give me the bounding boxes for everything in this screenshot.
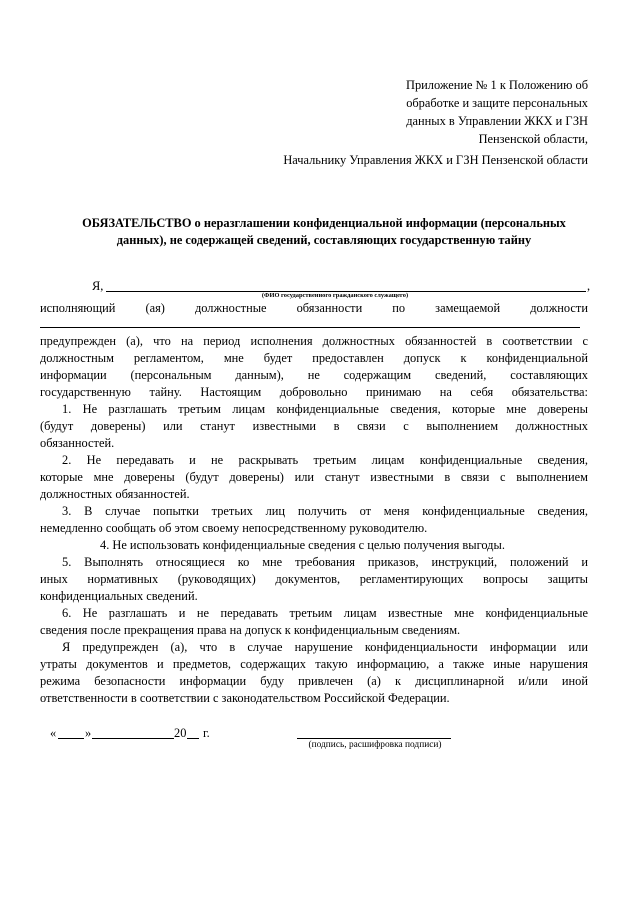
text-line: обязанностей. bbox=[40, 436, 115, 450]
text-line: 6. Не разглашать и не передавать третьим лицам известные мне конфиденциальные bbox=[62, 606, 588, 620]
text-line: которые мне доверены (будут доверены) или станут известными в связи с выполнением bbox=[40, 470, 588, 484]
text-line: 1. Не разглашать третьим лицам конфиденциальные сведения, которые мне доверены bbox=[62, 402, 588, 416]
text-line: сведения после прекращения права на допуск к конфиденциальным сведениям. bbox=[40, 623, 461, 637]
appendix-line: обработке и защите персональных bbox=[406, 96, 588, 110]
appendix-line: Пензенской области, bbox=[478, 132, 588, 146]
document-body bbox=[40, 334, 588, 706]
name-caption: (ФИО государственного гражданского служащего) bbox=[261, 292, 409, 299]
date-year-line[interactable] bbox=[187, 738, 199, 739]
date-year-prefix: 20 bbox=[174, 726, 187, 740]
intro-paragraph bbox=[40, 334, 588, 400]
item-3 bbox=[40, 504, 588, 536]
document-title bbox=[40, 216, 608, 248]
text-line: 3. В случае попытки третьих лиц получить от меня конфиденциальные сведения, bbox=[62, 504, 588, 518]
item-5 bbox=[40, 555, 588, 604]
date-field bbox=[50, 726, 220, 742]
signature-line[interactable] bbox=[297, 738, 451, 739]
text-line: утраты документов и предметов, содержащих такую информацию, а также иные нарушения bbox=[40, 657, 588, 671]
position-line bbox=[40, 301, 588, 316]
text-line: конфиденциальных сведений. bbox=[40, 589, 198, 603]
position-field-line[interactable] bbox=[40, 327, 580, 328]
name-suffix: , bbox=[587, 279, 591, 293]
appendix-block bbox=[330, 78, 588, 147]
text-line: 5. Выполнять относящиеся ко мне требования приказов, инструкций, положений и bbox=[62, 555, 588, 569]
text-line: (будут доверены) или станут известными в связи с выполнением должностных bbox=[40, 419, 588, 433]
text-line: должностным регламентом, мне будет предоставлен допуск к конфиденциальной bbox=[40, 351, 588, 365]
date-day-line[interactable] bbox=[58, 738, 84, 739]
addressee: Начальнику Управления ЖКХ и ГЗН Пензенской области bbox=[283, 153, 588, 167]
name-prefix: Я, bbox=[92, 279, 104, 293]
position-word: должностные bbox=[194, 301, 267, 315]
title-line: данных), не содержащей сведений, составляющих государственную тайну bbox=[116, 233, 532, 247]
item-1 bbox=[40, 402, 588, 451]
position-word: (ая) bbox=[145, 301, 165, 315]
item-4: 4. Не использовать конфиденциальные сведения с целью получения выгоды. bbox=[100, 538, 505, 552]
text-line: государственную тайну. Настоящим добровольно принимаю на себя обязательства: bbox=[40, 385, 588, 399]
date-close-quote: » bbox=[85, 726, 92, 740]
appendix-line: Приложение № 1 к Положению об bbox=[406, 78, 588, 92]
date-open-quote: « bbox=[50, 726, 57, 740]
title-line: ОБЯЗАТЕЛЬСТВО о неразглашении конфиденциальной информации (персональных bbox=[82, 216, 566, 230]
position-word: замещаемой bbox=[435, 301, 501, 315]
text-line: 2. Не передавать и не раскрывать третьим лицам конфиденциальные сведения, bbox=[62, 453, 588, 467]
item-6 bbox=[40, 606, 588, 638]
text-line: предупрежден (а), что на период исполнения должностных обязанностей в соответствии с bbox=[40, 334, 588, 348]
text-line: иных нормативных (руководящих) документов, регламентирующих вопросы защиты bbox=[40, 572, 588, 586]
position-word: по bbox=[392, 301, 406, 315]
date-suffix: г. bbox=[203, 726, 210, 740]
position-word: должности bbox=[530, 301, 588, 315]
position-word: обязанности bbox=[296, 301, 363, 315]
signature-caption: (подпись, расшифровка подписи) bbox=[308, 740, 442, 750]
appendix-line: данных в Управлении ЖКХ и ГЗН bbox=[406, 114, 588, 128]
text-line: должностных обязанностей. bbox=[40, 487, 190, 501]
position-word: исполняющий bbox=[40, 301, 116, 315]
text-line: информации (персональным данным), не содержащим сведений, составляющих bbox=[40, 368, 588, 382]
date-month-line[interactable] bbox=[92, 738, 174, 739]
text-line: Я предупрежден (а), что в случае нарушение конфиденциальности информации или bbox=[62, 640, 588, 654]
item-2 bbox=[40, 453, 588, 502]
warning-paragraph bbox=[40, 640, 588, 706]
text-line: немедленно сообщать об этом своему непосредственному руководителю. bbox=[40, 521, 428, 535]
text-line: ответственности в соответствии с законодательством Российской Федерации. bbox=[40, 691, 450, 705]
text-line: режима безопасности информации буду привлечен (а) к дисциплинарной и/или иной bbox=[40, 674, 588, 688]
